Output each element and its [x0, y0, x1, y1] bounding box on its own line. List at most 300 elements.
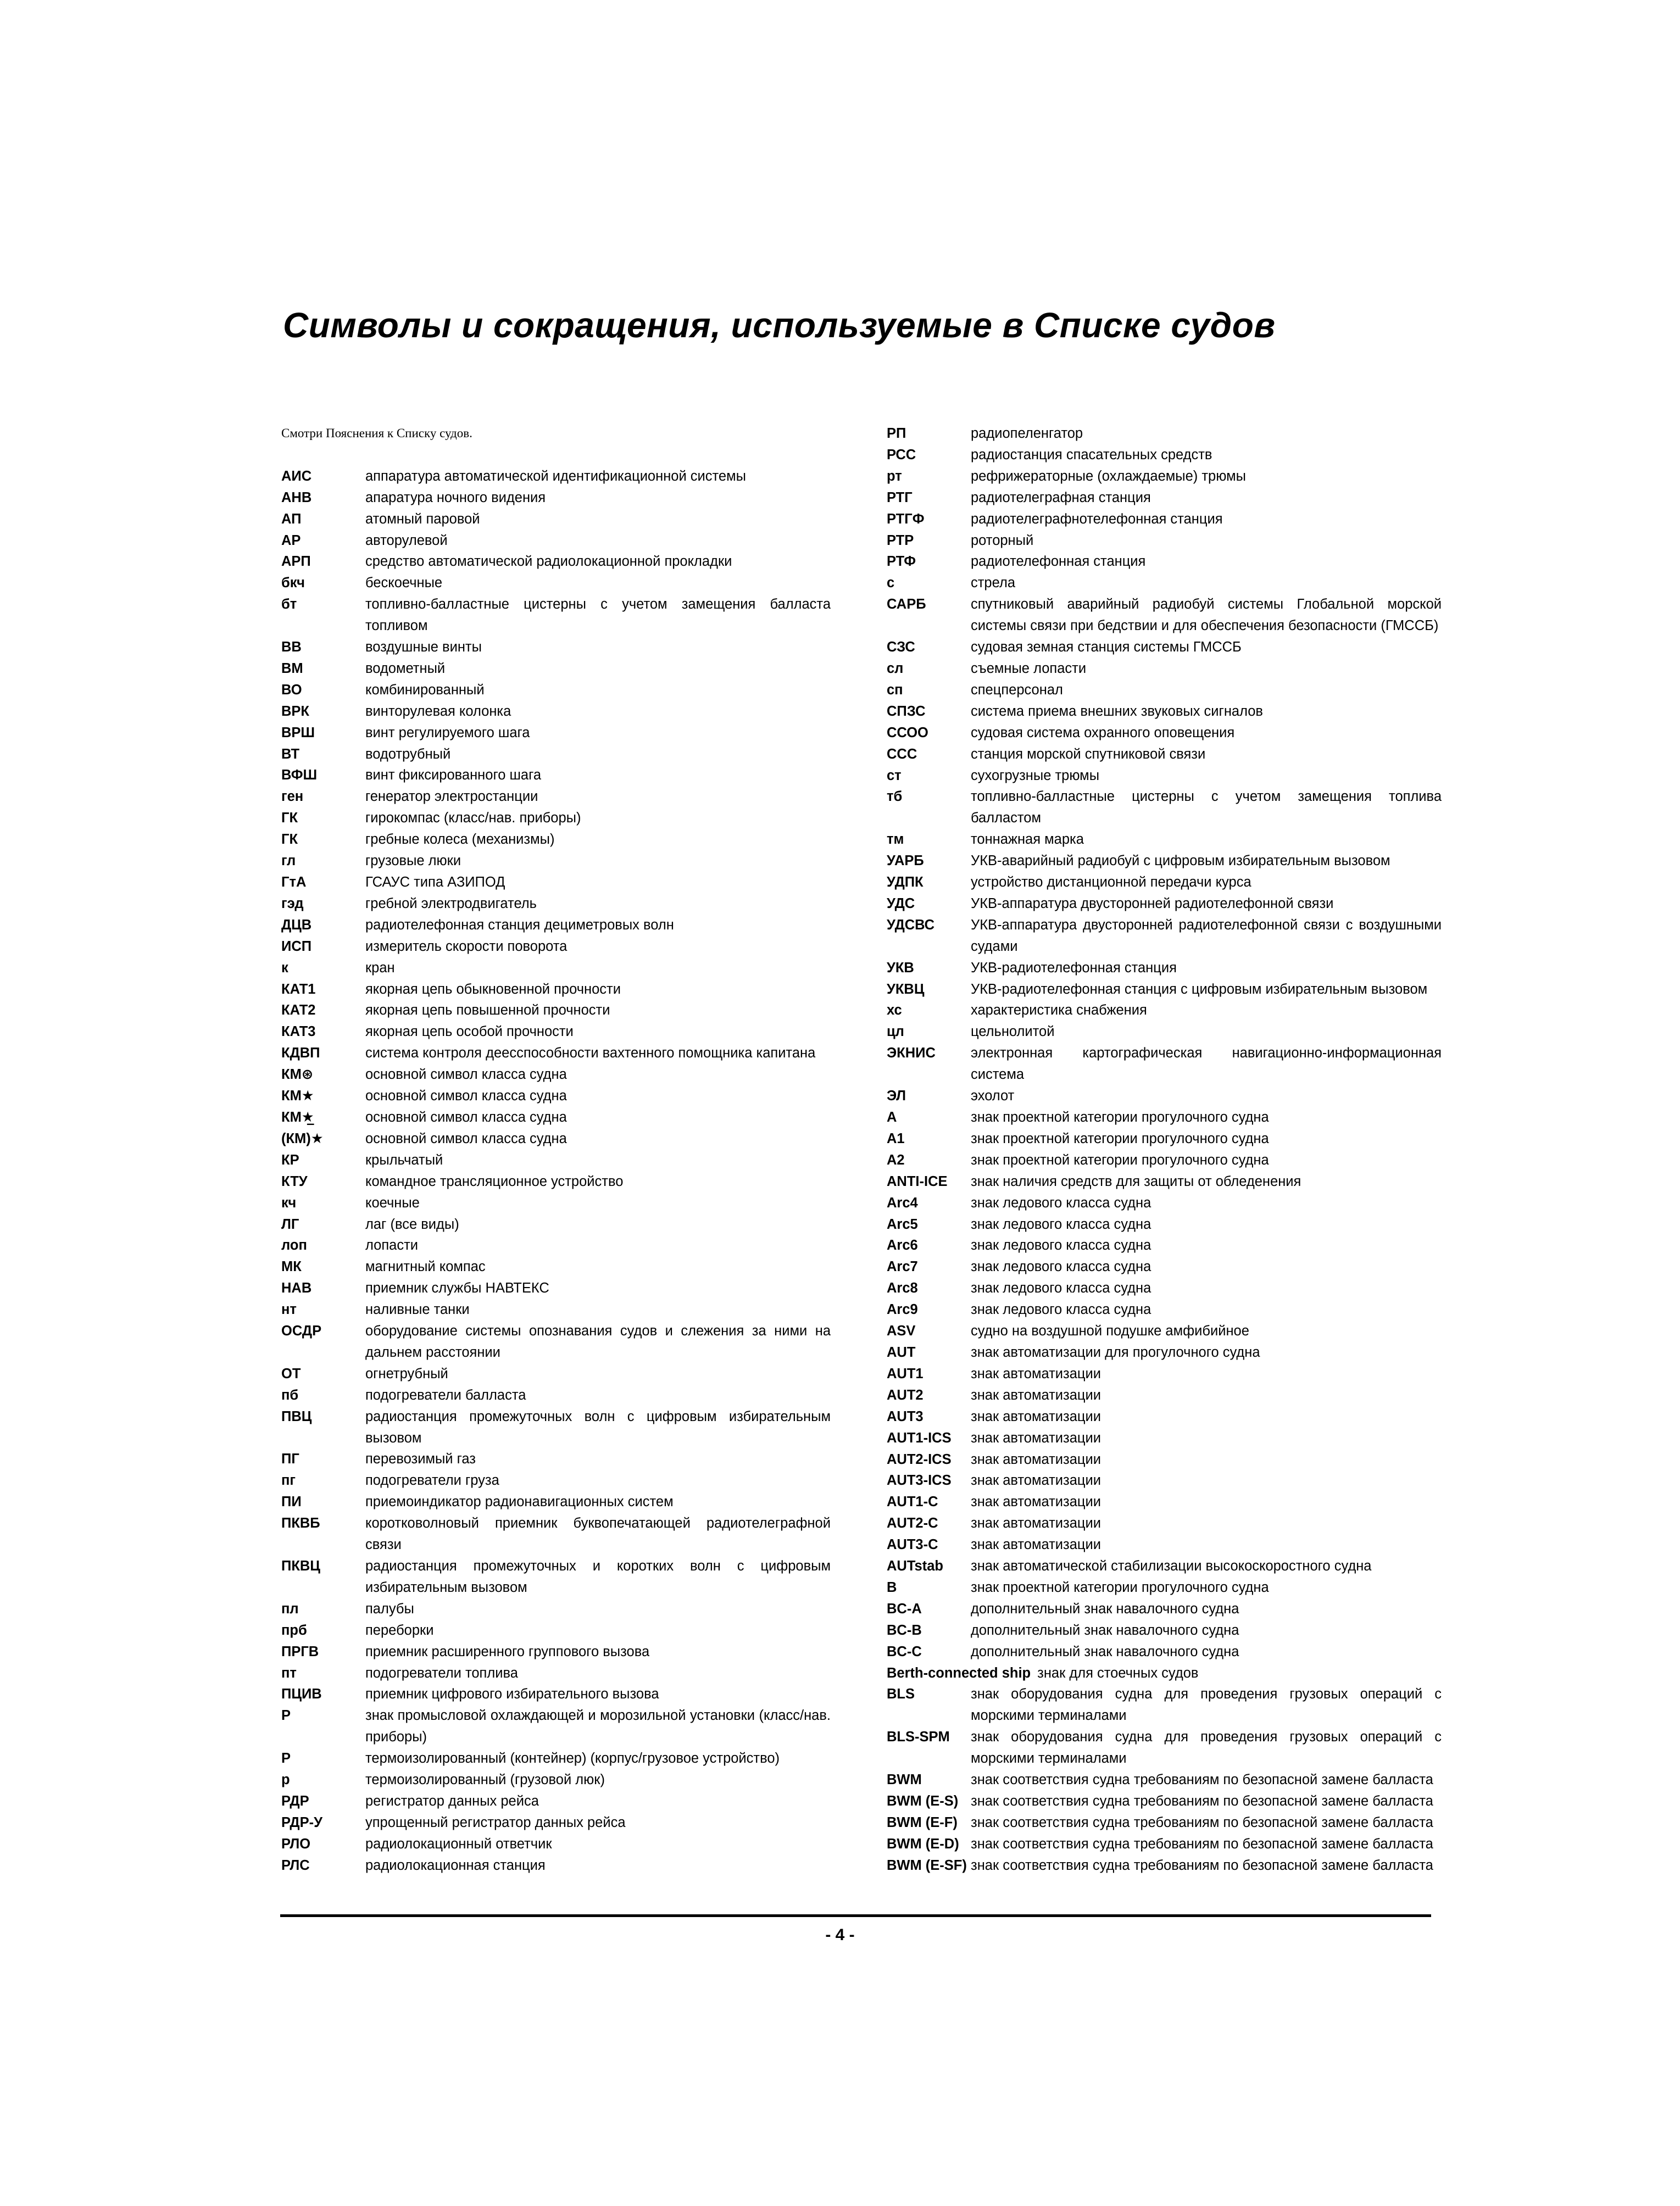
abbreviation-definition: основной символ класса судна [365, 1067, 567, 1083]
abbreviation-term: Arc4 [887, 1195, 918, 1211]
abbreviation-term: АИС [281, 468, 312, 484]
abbreviation-term: бкч [281, 575, 305, 591]
abbreviation-entry [281, 1449, 831, 1470]
abbreviation-term: Arc8 [887, 1280, 918, 1296]
abbreviation-entry [281, 1321, 831, 1363]
abbreviation-term: ВФШ [281, 767, 318, 783]
abbreviation-definition: знак наличия средств для защиты от обледенения [971, 1173, 1301, 1189]
abbreviation-term: ПЦИВ [281, 1686, 322, 1702]
abbreviation-entry [887, 1107, 1442, 1128]
abbreviation-term: прб [281, 1622, 307, 1638]
abbreviation-entry [281, 765, 831, 786]
abbreviation-definition: знак проектной категории прогулочного судна [971, 1579, 1269, 1595]
abbreviation-definition: подогреватели груза [365, 1473, 499, 1489]
abbreviation-definition: коечные [365, 1195, 420, 1211]
abbreviation-term: AUTstab [887, 1558, 943, 1574]
abbreviation-term: цл [887, 1024, 904, 1040]
abbreviation-definition: основной символ класса судна [365, 1130, 567, 1146]
abbreviation-definition: знак оборудования судна для проведения грузовых операций с морскими терминалами [971, 1686, 1442, 1724]
abbreviation-entry [281, 1193, 831, 1214]
footer-rule [280, 1914, 1431, 1917]
abbreviation-term: пт [281, 1665, 297, 1681]
abbreviation-entry [887, 1085, 1442, 1107]
abbreviation-definition: комбинированный [365, 682, 485, 698]
abbreviation-entry [281, 1663, 831, 1684]
abbreviation-definition: спутниковый аварийный радиобуй системы Глобальной морской системы связи при бедствии и для обеспечения безопасности (ГМССБ) [971, 597, 1442, 634]
abbreviation-definition: командное трансляционное устройство [365, 1173, 624, 1189]
abbreviation-entry [281, 872, 831, 893]
abbreviation-definition: знак автоматизации [971, 1494, 1101, 1510]
abbreviation-term: BWM (E-D) [887, 1836, 959, 1852]
intro-note: Смотри Пояснения к Списку судов. [281, 426, 472, 440]
abbreviation-definition: воздушные винты [365, 639, 482, 655]
abbreviation-term: BWM (E-SF) [887, 1857, 967, 1873]
abbreviation-entry [887, 679, 1442, 701]
abbreviation-term: ЛГ [281, 1216, 299, 1232]
abbreviation-definition: знак для стоечных судов [1037, 1665, 1199, 1681]
abbreviation-term: ген [281, 789, 304, 805]
abbreviation-definition: система контроля деесспособности вахтенного помощника капитана [365, 1045, 816, 1061]
abbreviation-entry [887, 872, 1442, 893]
abbreviation-entry [281, 572, 831, 594]
abbreviation-entry [887, 957, 1442, 979]
abbreviation-term: тб [887, 789, 903, 805]
abbreviation-entry [887, 1256, 1442, 1278]
abbreviation-term: КАТ1 [281, 981, 316, 997]
abbreviation-entry [887, 1663, 1442, 1684]
abbreviation-term: РТГ [887, 489, 913, 505]
abbreviation-term: AUT2-C [887, 1516, 938, 1531]
abbreviation-definition: топливно-балластные цистерны с учетом замещения балласта топливом [365, 597, 831, 634]
abbreviation-term: ССС [887, 746, 917, 762]
abbreviation-entry [281, 658, 831, 679]
abbreviation-definition: радиолокационный ответчик [365, 1836, 552, 1852]
abbreviation-term: ГК [281, 810, 298, 826]
abbreviation-term: ВО [281, 682, 302, 698]
abbreviation-definition: знак автоматизации [971, 1451, 1101, 1467]
abbreviation-definition: радиотелеграфная станция [971, 489, 1151, 505]
abbreviation-term: Arc9 [887, 1302, 918, 1318]
abbreviation-term: к [281, 960, 288, 976]
abbreviation-definition: радиостанция спасательных средств [971, 447, 1212, 463]
abbreviation-term: УДПК [887, 874, 924, 890]
abbreviation-entry [281, 1021, 831, 1043]
abbreviation-definition: стрела [971, 575, 1016, 591]
abbreviation-entry [887, 572, 1442, 594]
abbreviation-definition: знак соответствия судна требованиям по безопасной замене балласта [971, 1857, 1433, 1873]
abbreviation-entry [281, 786, 831, 807]
abbreviation-definition: радиостанция промежуточных и коротких волн с цифровым избирательным вызовом [365, 1558, 831, 1595]
abbreviation-entry [887, 1363, 1442, 1385]
abbreviation-term: МК [281, 1259, 302, 1275]
abbreviation-entry [887, 1000, 1442, 1021]
abbreviation-term: нт [281, 1302, 297, 1318]
abbreviation-entry [887, 915, 1442, 957]
abbreviation-term: ВРШ [281, 725, 315, 740]
abbreviation-entry [887, 786, 1442, 829]
abbreviation-term: BC-C [887, 1644, 922, 1659]
abbreviation-definition: знак ледового класса судна [971, 1216, 1151, 1232]
abbreviation-term: AUT2 [887, 1387, 924, 1403]
abbreviation-definition: гирокомпас (класс/нав. приборы) [365, 810, 581, 826]
abbreviation-entry [887, 1193, 1442, 1214]
abbreviation-entry [887, 1214, 1442, 1235]
abbreviation-definition: УКВ-радиотелефонная станция с цифровым избирательным вызовом [971, 981, 1428, 997]
abbreviation-term: ПГ [281, 1451, 299, 1467]
abbreviation-definition: якорная цепь повышенной прочности [365, 1002, 610, 1018]
abbreviation-term: AUT2-ICS [887, 1451, 952, 1467]
abbreviation-term: AUT3 [887, 1408, 924, 1424]
abbreviation-term: УДСВС [887, 917, 935, 933]
abbreviation-definition: знак автоматизации [971, 1537, 1101, 1553]
abbreviation-term: хс [887, 1002, 902, 1018]
abbreviation-entry [887, 594, 1442, 637]
abbreviation-definition: знак ледового класса судна [971, 1259, 1151, 1275]
abbreviation-definition: палубы [365, 1601, 414, 1617]
abbreviation-definition: знак соответствия судна требованиям по безопасной замене балласта [971, 1814, 1433, 1830]
abbreviation-term: ПИ [281, 1494, 302, 1510]
abbreviation-entry [281, 1705, 831, 1748]
abbreviation-definition: подогреватели топлива [365, 1665, 518, 1681]
abbreviation-term: Arc7 [887, 1259, 918, 1275]
abbreviation-entry [887, 1791, 1442, 1812]
abbreviation-term: ВРК [281, 703, 309, 719]
abbreviation-term: КМ⊛ [281, 1067, 314, 1083]
abbreviation-entry [887, 1235, 1442, 1256]
abbreviation-term: гэд [281, 895, 304, 911]
abbreviation-term: кч [281, 1195, 297, 1211]
abbreviation-term: ЭКНИС [887, 1045, 936, 1061]
abbreviation-entry [281, 979, 831, 1000]
abbreviation-term: СЗС [887, 639, 915, 655]
abbreviation-term: АР [281, 532, 301, 548]
abbreviation-entry [281, 1641, 831, 1663]
abbreviation-entry [887, 1128, 1442, 1150]
abbreviation-entry [281, 509, 831, 530]
abbreviation-entry [281, 1278, 831, 1299]
abbreviation-term: РСС [887, 447, 916, 463]
abbreviation-definition: основной символ класса судна [365, 1088, 567, 1104]
abbreviation-term: КДВП [281, 1045, 320, 1061]
abbreviation-term: лоп [281, 1238, 307, 1254]
abbreviation-entry [281, 936, 831, 957]
abbreviation-term: РДР-У [281, 1814, 322, 1830]
abbreviation-definition: гребные колеса (механизмы) [365, 832, 555, 848]
abbreviation-term: КР [281, 1152, 299, 1168]
abbreviation-definition: оборудование системы опознавания судов и слежения за ними на дальнем расстоянии [365, 1323, 831, 1360]
abbreviation-definition: регистратор данных рейса [365, 1793, 539, 1809]
abbreviation-entry [887, 1598, 1442, 1620]
abbreviation-definition: знак проектной категории прогулочного судна [971, 1152, 1269, 1168]
abbreviation-definition: переборки [365, 1622, 434, 1638]
abbreviation-entry [281, 1043, 831, 1064]
abbreviation-term: сл [887, 660, 904, 676]
abbreviation-definition: радиопеленгатор [971, 426, 1083, 441]
abbreviation-term: САРБ [887, 597, 926, 612]
abbreviation-definition: тоннажная марка [971, 832, 1084, 848]
abbreviation-term: ПКВЦ [281, 1558, 320, 1574]
abbreviation-definition: радиотелефонная станция дециметровых волн [365, 917, 674, 933]
abbreviation-term: АНВ [281, 489, 312, 505]
abbreviation-definition: лопасти [365, 1238, 419, 1254]
right-column [887, 423, 1442, 1876]
abbreviation-term: пб [281, 1387, 299, 1403]
abbreviation-term: КМ★̲ [281, 1109, 314, 1125]
abbreviation-definition: эхолот [971, 1088, 1015, 1104]
abbreviation-entry [281, 1128, 831, 1150]
abbreviation-entry [281, 893, 831, 915]
abbreviation-entry [887, 1171, 1442, 1193]
abbreviation-definition: приемник цифрового избирательного вызова [365, 1686, 659, 1702]
abbreviation-definition: магнитный компас [365, 1259, 486, 1275]
abbreviation-entry [887, 487, 1442, 509]
abbreviation-definition: дополнительный знак навалочного судна [971, 1601, 1239, 1617]
abbreviation-entry [281, 744, 831, 765]
abbreviation-entry [887, 722, 1442, 744]
abbreviation-entry [281, 850, 831, 872]
abbreviation-term: ОТ [281, 1366, 301, 1381]
abbreviation-definition: ГСАУС типа АЗИПОД [365, 874, 505, 890]
abbreviation-definition: крыльчатый [365, 1152, 443, 1168]
abbreviation-definition: знак соответствия судна требованиям по безопасной замене балласта [971, 1793, 1433, 1809]
abbreviation-term: с [887, 575, 895, 591]
abbreviation-entry [887, 1043, 1442, 1085]
abbreviation-definition: упрощенный регистратор данных рейса [365, 1814, 626, 1830]
abbreviation-definition: радиотелеграфнотелефонная станция [971, 511, 1223, 527]
abbreviation-definition: средство автоматической радиолокационной прокладки [365, 554, 732, 570]
abbreviation-definition: станция морской спутниковой связи [971, 746, 1206, 762]
abbreviation-entry [281, 1470, 831, 1491]
abbreviation-term: ССОО [887, 725, 928, 740]
abbreviation-entry [281, 1748, 831, 1769]
abbreviation-definition: УКВ-аппаратура двусторонней радиотелефонной связи с воздушными судами [971, 917, 1442, 954]
abbreviation-definition: лаг (все виды) [365, 1216, 459, 1232]
abbreviation-term: ЭЛ [887, 1088, 906, 1104]
abbreviation-definition: знак автоматической стабилизации высокоскоростного судна [971, 1558, 1372, 1574]
abbreviation-term: BLS-SPM [887, 1729, 950, 1745]
abbreviation-term: пг [281, 1473, 296, 1489]
abbreviation-term: ПРГВ [281, 1644, 319, 1659]
abbreviation-definition: УКВ-аварийный радиобуй с цифровым избирательным вызовом [971, 853, 1390, 869]
abbreviation-definition: термоизолированный (грузовой люк) [365, 1772, 605, 1788]
abbreviation-entry [887, 744, 1442, 765]
abbreviation-term: ГК [281, 832, 298, 848]
abbreviation-definition: знак ледового класса судна [971, 1280, 1151, 1296]
abbreviation-term: ст [887, 767, 902, 783]
abbreviation-definition: приемоиндикатор радионавигационных систем [365, 1494, 674, 1510]
abbreviation-term: ASV [887, 1323, 916, 1339]
abbreviation-definition: УКВ-радиотелефонная станция [971, 960, 1177, 976]
abbreviation-definition: грузовые люки [365, 853, 461, 869]
abbreviation-entry [887, 1406, 1442, 1428]
abbreviation-definition: знак автоматизации [971, 1408, 1101, 1424]
abbreviation-definition: цельнолитой [971, 1024, 1055, 1040]
abbreviation-entry [887, 509, 1442, 530]
abbreviation-definition: винторулевая колонка [365, 703, 511, 719]
left-entries [281, 466, 831, 1876]
abbreviation-entry [887, 1641, 1442, 1663]
abbreviation-definition: приемник расширенного группового вызова [365, 1644, 650, 1659]
abbreviation-definition: УКВ-аппаратура двусторонней радиотелефонной связи [971, 895, 1334, 911]
abbreviation-definition: знак автоматизации [971, 1516, 1101, 1531]
abbreviation-entry [281, 1064, 831, 1085]
abbreviation-entry [281, 915, 831, 936]
abbreviation-entry [281, 807, 831, 829]
abbreviation-term: р [281, 1772, 290, 1788]
abbreviation-term: тм [887, 832, 904, 848]
abbreviation-term: РП [887, 426, 906, 441]
abbreviation-definition: топливно-балластные цистерны с учетом замещения топлива балластом [971, 789, 1442, 826]
abbreviation-term: Р [281, 1708, 291, 1724]
abbreviation-entry [281, 957, 831, 979]
abbreviation-definition: знак ледового класса судна [971, 1195, 1151, 1211]
abbreviation-term: КАТ3 [281, 1024, 316, 1040]
abbreviation-term: А [887, 1110, 897, 1125]
abbreviation-term: В [887, 1579, 897, 1595]
abbreviation-definition: знак проектной категории прогулочного судна [971, 1130, 1269, 1146]
abbreviation-definition: дополнительный знак навалочного судна [971, 1644, 1239, 1659]
abbreviation-entry [281, 679, 831, 701]
abbreviation-term: НАВ [281, 1280, 312, 1296]
abbreviation-entry [281, 1556, 831, 1598]
abbreviation-entry [887, 1769, 1442, 1791]
abbreviation-definition: коротковолновый приемник буквопечатающей радиотелеграфной связи [365, 1516, 831, 1553]
abbreviation-definition: сухогрузные трюмы [971, 767, 1100, 783]
abbreviation-entry [887, 637, 1442, 658]
abbreviation-definition: огнетрубный [365, 1366, 448, 1381]
abbreviation-entry [887, 1491, 1442, 1513]
abbreviation-entry [281, 1385, 831, 1406]
abbreviation-term: ИСП [281, 938, 312, 954]
abbreviation-term: ВТ [281, 746, 300, 762]
abbreviation-definition: генератор электростанции [365, 789, 538, 805]
abbreviation-entry [281, 1491, 831, 1513]
abbreviation-definition: судно на воздушной подушке амфибийное [971, 1323, 1249, 1339]
abbreviation-term: пл [281, 1601, 299, 1617]
abbreviation-term: ДЦВ [281, 917, 312, 933]
abbreviation-entry [281, 1620, 831, 1641]
abbreviation-entry [887, 1278, 1442, 1299]
abbreviation-term: РТФ [887, 554, 916, 570]
abbreviation-definition: судовая система охранного оповещения [971, 725, 1235, 740]
abbreviation-term: РТГФ [887, 511, 925, 527]
abbreviation-definition: приемник службы НАВТЕКС [365, 1280, 549, 1296]
abbreviation-definition: знак соответствия судна требованиям по безопасной замене балласта [971, 1836, 1433, 1852]
abbreviation-term: BWM [887, 1772, 922, 1788]
abbreviation-entry [887, 1534, 1442, 1556]
abbreviation-entry [281, 1299, 831, 1321]
abbreviation-definition: подогреватели балласта [365, 1387, 526, 1403]
abbreviation-entry [887, 1021, 1442, 1043]
abbreviation-entry [281, 1363, 831, 1385]
abbreviation-definition: радиотелефонная станция [971, 554, 1146, 570]
abbreviation-entry [281, 551, 831, 572]
abbreviation-entry [887, 658, 1442, 679]
abbreviation-definition: якорная цепь обыкновенной прочности [365, 981, 621, 997]
abbreviation-term: УДС [887, 895, 915, 911]
abbreviation-entry [281, 1684, 831, 1705]
abbreviation-definition: спецперсонал [971, 682, 1063, 698]
abbreviation-term: РЛС [281, 1857, 310, 1873]
abbreviation-term: УАРБ [887, 853, 924, 869]
abbreviation-entry [281, 1812, 831, 1834]
abbreviation-term: бт [281, 597, 297, 612]
abbreviation-entry [887, 1513, 1442, 1534]
abbreviation-definition: атомный паровой [365, 511, 480, 527]
abbreviation-term: КАТ2 [281, 1002, 316, 1018]
abbreviation-definition: система приема внешних звуковых сигналов [971, 703, 1263, 719]
abbreviation-definition: знак ледового класса судна [971, 1238, 1151, 1254]
abbreviation-definition: знак ледового класса судна [971, 1302, 1151, 1318]
abbreviation-definition: знак автоматизации [971, 1430, 1101, 1446]
abbreviation-entry [281, 466, 831, 487]
abbreviation-entry [887, 423, 1442, 444]
abbreviation-definition: знак оборудования судна для проведения грузовых операций с морскими терминалами [971, 1729, 1442, 1767]
abbreviation-entry [887, 1342, 1442, 1363]
abbreviation-definition: перевозимый газ [365, 1451, 476, 1467]
abbreviation-entry [281, 487, 831, 509]
abbreviation-entry [887, 979, 1442, 1000]
abbreviation-entry [887, 1321, 1442, 1342]
abbreviation-term: КТУ [281, 1173, 308, 1189]
abbreviation-term: (КМ)★ [281, 1130, 324, 1146]
abbreviation-entry [281, 1791, 831, 1812]
abbreviation-term: ВВ [281, 639, 302, 655]
abbreviation-entry [887, 1428, 1442, 1449]
abbreviation-term: АП [281, 511, 302, 527]
abbreviation-definition: знак автоматизации [971, 1387, 1101, 1403]
abbreviation-entry [281, 1107, 831, 1128]
abbreviation-entry [887, 530, 1442, 552]
abbreviation-entry [887, 1834, 1442, 1855]
abbreviation-definition: роторный [971, 532, 1034, 548]
abbreviation-term: BC-A [887, 1601, 922, 1617]
abbreviation-term: ГтА [281, 874, 307, 890]
abbreviation-term: Arc5 [887, 1216, 918, 1232]
abbreviation-term: ПКВБ [281, 1516, 320, 1531]
abbreviation-definition: бескоечные [365, 575, 443, 591]
abbreviation-entry [281, 1214, 831, 1235]
abbreviation-term: А1 [887, 1130, 905, 1146]
abbreviation-term: AUT1-ICS [887, 1430, 952, 1446]
abbreviation-entry [887, 551, 1442, 572]
abbreviation-term: AUT1 [887, 1366, 924, 1381]
abbreviation-definition: апаратура ночного видения [365, 489, 546, 505]
abbreviation-entry [887, 829, 1442, 850]
abbreviation-definition: кран [365, 960, 395, 976]
abbreviation-term: РЛО [281, 1836, 311, 1852]
abbreviation-term: ОСДР [281, 1323, 322, 1339]
abbreviation-entry [887, 1855, 1442, 1876]
abbreviation-definition: авторулевой [365, 532, 448, 548]
abbreviation-entry [887, 466, 1442, 487]
abbreviation-definition: основной символ класса судна [365, 1109, 567, 1125]
abbreviation-term: ВМ [281, 660, 303, 676]
abbreviation-term: Arc6 [887, 1238, 918, 1254]
abbreviation-term: BWM (E-F) [887, 1814, 958, 1830]
abbreviation-entry [887, 1812, 1442, 1834]
abbreviation-entry [887, 701, 1442, 722]
abbreviation-entry [281, 1256, 831, 1278]
abbreviation-definition: водометный [365, 660, 446, 676]
abbreviation-entry [281, 1406, 831, 1449]
abbreviation-term: УКВ [887, 960, 914, 976]
page-number: - 4 - [825, 1926, 855, 1944]
abbreviation-definition: знак промысловой охлаждающей и морозильной установки (класс/нав. приборы) [365, 1708, 831, 1745]
abbreviation-definition: знак автоматизации [971, 1473, 1101, 1489]
abbreviation-term: BWM (E-S) [887, 1793, 959, 1809]
left-column [281, 423, 831, 1876]
